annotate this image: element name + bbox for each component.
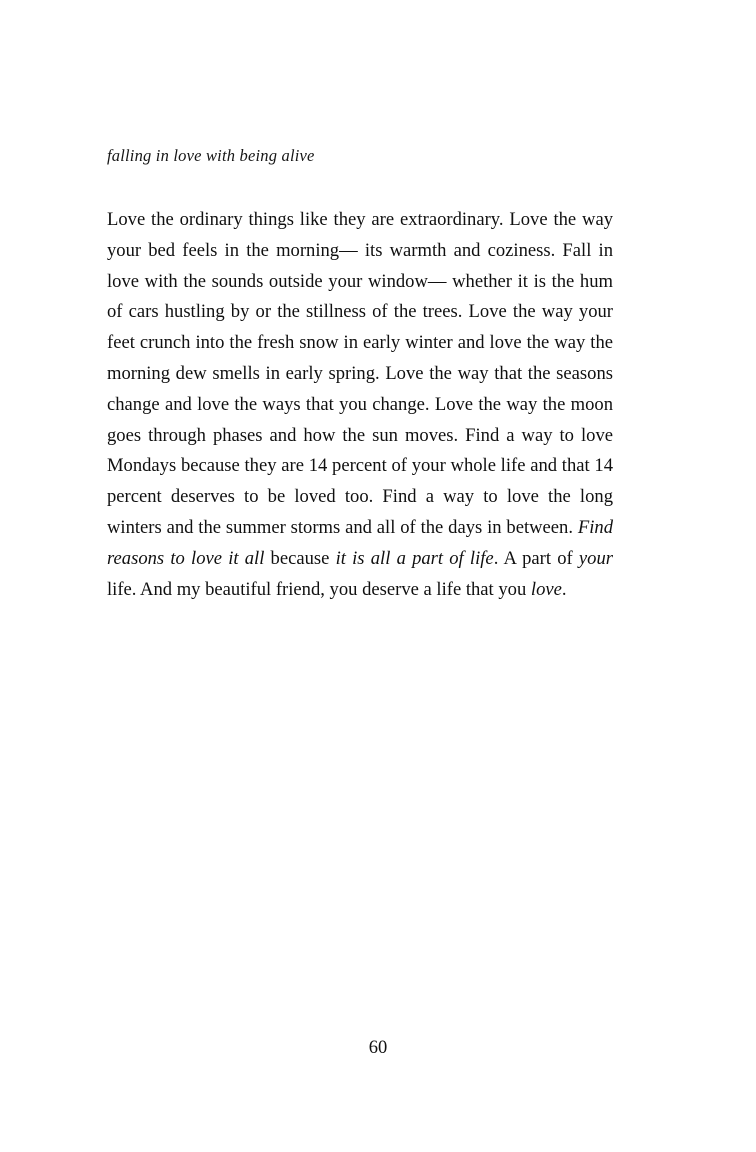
page-number: 60 <box>368 1038 388 1058</box>
text-run: . A part of <box>493 547 579 569</box>
body-text <box>107 205 613 605</box>
text-run: because <box>264 547 336 569</box>
text-run: life. And my beautiful friend, you deserve a life that you <box>107 578 531 600</box>
text-run-italic: your <box>578 547 614 569</box>
text-run-italic: it is all a part of life <box>335 547 494 569</box>
paragraph <box>107 205 613 605</box>
text-run: . <box>561 578 567 600</box>
text-run-italic: Find reasons to love it all <box>107 516 613 569</box>
running-head: falling in love with being alive <box>107 146 315 165</box>
text-run-italic: love <box>530 578 562 600</box>
text-run: Love the ordinary things like they are extraordinary. Love the way your bed feels in the morning— its warmth and coziness. Fall in love with the sounds outside your window— whether it is the hum of cars hustling by or the stillness of the trees. Love the way your feet crunch into the fresh snow in early winter and love the way the morning dew smells in early spring. Love the way that the seasons change and love the ways that you change. Love the way the moon goes through phases and how the sun moves. Find a way to love Mondays because they are 14 percent of your whole life and that 14 percent deserves to be loved too. Find a way to love the long winters and the summer storms and all of the days in between. <box>107 209 613 538</box>
